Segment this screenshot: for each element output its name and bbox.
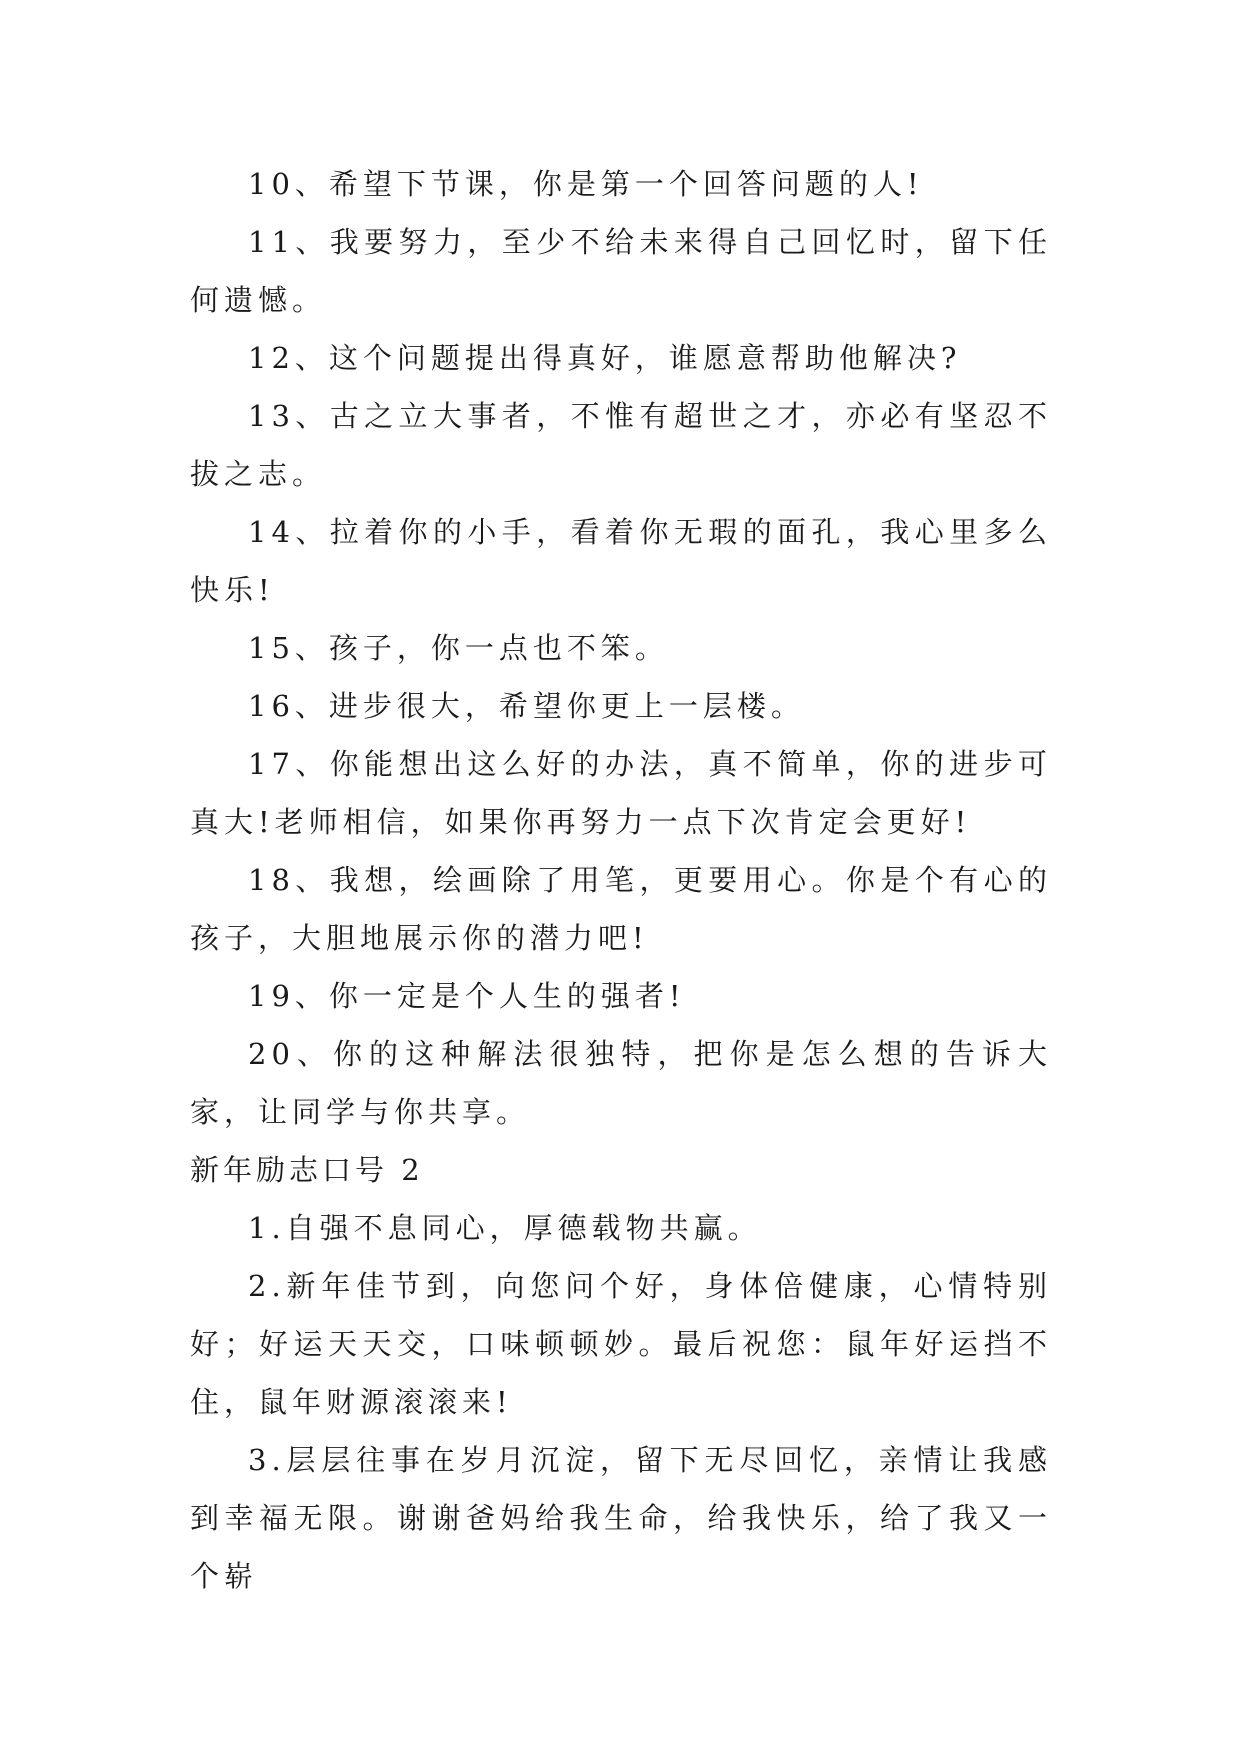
paragraph-item-11: 11、我要努力，至少不给未来得自己回忆时，留下任何遗憾。	[190, 225, 1052, 317]
paragraph-item-13: 13、古之立大事者，不惟有超世之才，亦必有坚忍不拔之志。	[190, 399, 1052, 491]
paragraph-item-10: 10、希望下节课，你是第一个回答问题的人!	[248, 167, 924, 201]
slogan-item-1: 1.自强不息同心，厚德载物共赢。	[248, 1211, 762, 1245]
section-heading: 新年励志口号 2	[190, 1153, 424, 1187]
paragraph-item-14: 14、拉着你的小手，看着你无瑕的面孔，我心里多么快乐!	[190, 515, 1052, 607]
slogan-item-3: 3.层层往事在岁月沉淀，留下无尽回忆，亲情让我感到幸福无限。谢谢爸妈给我生命，给我快乐，给了我又一个崭	[190, 1443, 1052, 1593]
slogan-item-2: 2.新年佳节到，向您问个好，身体倍健康，心情特别好；好运天天交，口味顿顿妙。最后祝您：鼠年好运挡不住，鼠年财源滚滚来!	[190, 1269, 1052, 1419]
document-body	[190, 155, 1052, 1605]
paragraph-item-12: 12、这个问题提出得真好，谁愿意帮助他解决?	[248, 341, 962, 375]
paragraph-item-20: 20、你的这种解法很独特，把你是怎么想的告诉大家，让同学与你共享。	[190, 1037, 1052, 1129]
paragraph-item-15: 15、孩子，你一点也不笨。	[248, 631, 669, 665]
paragraph-item-18: 18、我想，绘画除了用笔，更要用心。你是个有心的孩子，大胆地展示你的潜力吧!	[190, 863, 1052, 955]
paragraph-item-16: 16、进步很大，希望你更上一层楼。	[248, 689, 805, 723]
paragraph-item-19: 19、你一定是个人生的强者!	[248, 979, 686, 1013]
paragraph-item-17: 17、你能想出这么好的办法，真不简单，你的进步可真大!老师相信，如果你再努力一点下次肯定会更好!	[190, 747, 1052, 839]
